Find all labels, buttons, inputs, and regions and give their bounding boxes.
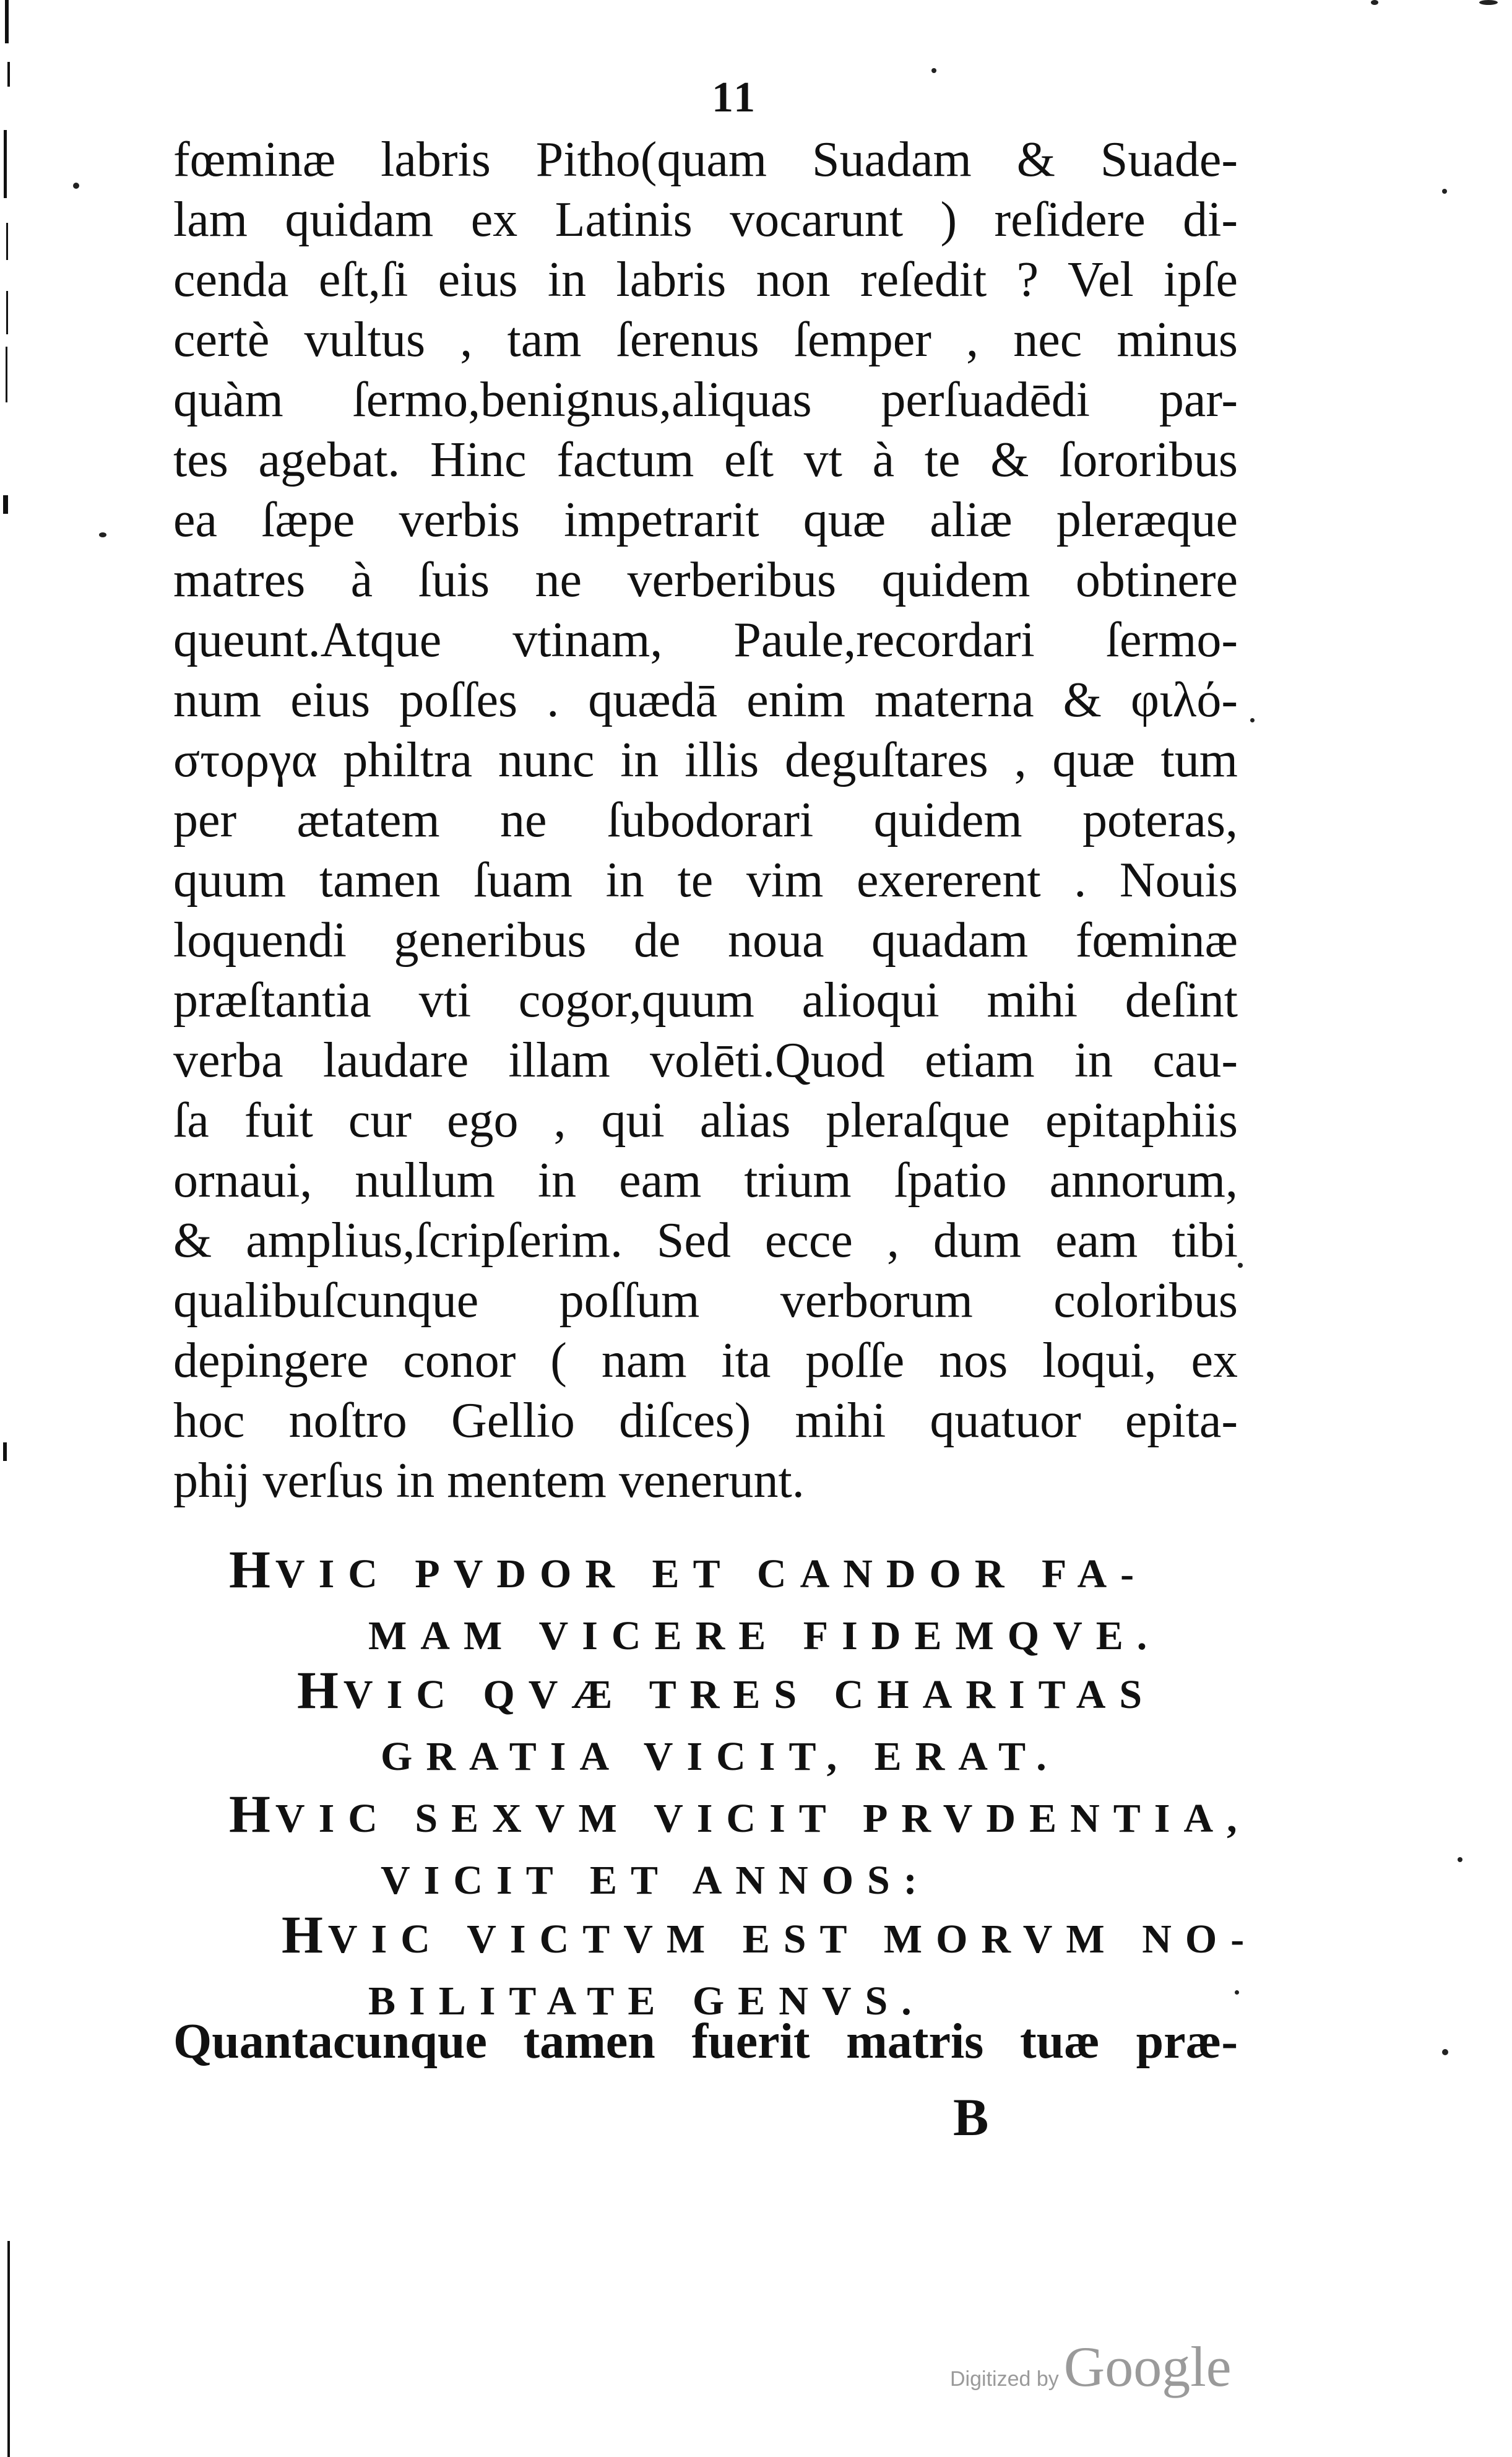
text-line: fœminæ labris Pitho(quam Suadam & Suade- xyxy=(173,132,1238,187)
epitaph-line: HVIC QVÆ TRES CHARITAS xyxy=(297,1660,1156,1720)
digitized-watermark xyxy=(950,2334,1232,2399)
epitaph-line: VICIT ET ANNOS: xyxy=(381,1858,931,1903)
text-line: quum tamen ſuam in te vim exererent . Nouis xyxy=(173,853,1238,908)
margin-speck xyxy=(1238,1263,1243,1268)
epitaph-line: HVIC VICTVM EST MORVM NO- xyxy=(282,1905,1258,1964)
text-line: verba laudare illam volēti.Quod etiam in cau- xyxy=(173,1033,1238,1088)
epitaph-line: MAM VICERE FIDEMQVE. xyxy=(368,1613,1161,1658)
text-line: qualibuſcunque poſſum verborum coloribus xyxy=(173,1273,1238,1328)
margin-speck xyxy=(73,183,79,189)
margin-speck xyxy=(1479,0,1498,5)
text-line: tes agebat. Hinc factum eſt vt à te & ſororibus xyxy=(173,433,1238,487)
scan-edge-mark xyxy=(3,1442,7,1461)
text-line: cenda eſt,ſi eius in labris non reſedit ? Vel ipſe xyxy=(173,253,1238,307)
scan-edge-mark xyxy=(6,347,7,402)
watermark-prefix: Digitized by xyxy=(950,2367,1059,2391)
epitaph-line: BILITATE GENVS. xyxy=(368,1978,925,2024)
text-line: depingere conor ( nam ita poſſe nos loqui, ex xyxy=(173,1333,1238,1388)
text-line: loquendi generibus de noua quadam fœminæ xyxy=(173,913,1238,968)
text-line: lam quidam ex Latinis vocarunt ) reſidere di- xyxy=(173,193,1238,247)
signature-mark: B xyxy=(953,2087,989,2147)
text-line: num eius poſſes . quædā enim materna & φιλό- xyxy=(173,673,1238,727)
text-line: phij verſus in mentem venerunt. xyxy=(173,1454,805,1508)
text-line: στοργα philtra nunc in illis deguſtares , quæ tum xyxy=(173,733,1238,787)
text-line: queunt.Atque vtinam, Paule,recordari ſermo- xyxy=(173,613,1238,667)
text-line: per ætatem ne ſubodorari quidem poteras, xyxy=(173,793,1238,847)
text-line: ornaui, nullum in eam trium ſpatio annorum, xyxy=(173,1153,1238,1208)
scan-edge-mark xyxy=(5,0,9,43)
margin-speck xyxy=(99,532,106,537)
scan-edge-mark xyxy=(6,223,8,260)
text-line: matres à ſuis ne verberibus quidem obtinere xyxy=(173,553,1238,607)
text-line: & amplius,ſcripſerim. Sed ecce , dum eam tibi xyxy=(173,1213,1238,1268)
scan-edge-mark xyxy=(7,2241,10,2457)
scan-edge-mark xyxy=(7,62,10,87)
text-line: præſtantia vti cogor,quum alioqui mihi deſint xyxy=(173,973,1238,1028)
margin-speck xyxy=(1442,189,1447,194)
margin-speck xyxy=(1250,718,1255,722)
closing-line: Quantacunque tamen fuerit matris tuæ præ- xyxy=(173,2014,1238,2069)
text-line: quàm ſermo,benignus,aliquas perſuadēdi par- xyxy=(173,373,1238,427)
epitaph-line: HVIC PVDOR ET CANDOR FA- xyxy=(229,1540,1148,1599)
margin-speck xyxy=(931,68,936,73)
google-logo: Google xyxy=(1063,2335,1232,2398)
text-line: ea ſæpe verbis impetrarit quæ aliæ pleræque xyxy=(173,493,1238,547)
margin-speck xyxy=(1235,1990,1239,1995)
scan-edge-mark xyxy=(6,291,8,334)
margin-speck xyxy=(1442,2049,1448,2055)
margin-speck xyxy=(1458,1857,1462,1862)
text-line: ſa fuit cur ego , qui alias pleraſque epitaphiis xyxy=(173,1093,1238,1148)
epitaph-line: HVIC SEXVM VICIT PRVDENTIA, xyxy=(229,1784,1251,1844)
scan-edge-mark xyxy=(3,495,8,514)
margin-speck xyxy=(1371,0,1378,5)
body-paragraph xyxy=(173,130,1238,1511)
scan-edge-mark xyxy=(4,130,7,198)
page-number: 11 xyxy=(712,74,758,121)
text-line: hoc noſtro Gellio diſces) mihi quatuor epita- xyxy=(173,1393,1238,1448)
epitaph-line: GRATIA VICIT, ERAT. xyxy=(381,1734,1060,1779)
text-line: certè vultus , tam ſerenus ſemper , nec minus xyxy=(173,313,1238,367)
